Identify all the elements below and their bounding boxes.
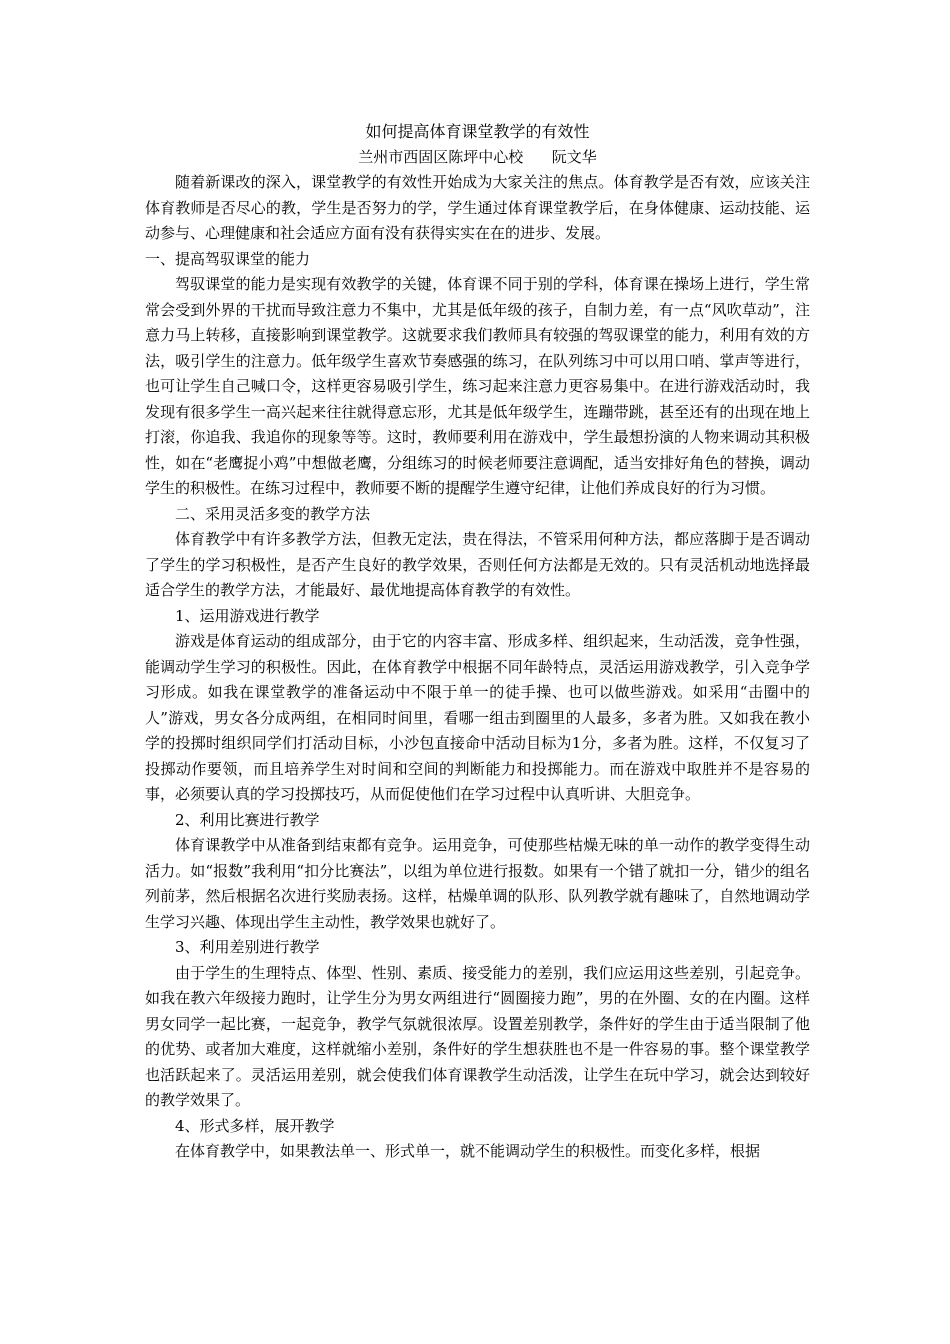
section-2-heading: 二、采用灵活多变的教学方法 [175, 504, 371, 523]
subsection-2-paragraph: 体育课教学中从准备到结束都有竞争。运用竞争，可使那些枯燥无味的单一动作的教学变得生动活力。如“报数”我利用“扣分比赛法”，以组为单位进行报数。如果有一个错了就扣一分，错少的组名列前茅，然后根据名次进行奖励表扬。这样，枯燥单调的队形、队列教学就有趣味了，自然地调动学生学习兴趣、体现出学生主动性，教学效果也就好了。 [145, 836, 810, 931]
intro-paragraph: 随着新课改的深入，课堂教学的有效性开始成为大家关注的焦点。体育教学是否有效，应该关注体育教师是否尽心的教，学生是否努力的学，学生通过体育课堂教学后，在身体健康、运动技能、运动参与、心理健康和社会适应方面有没有获得实实在在的进步、发展。 [145, 173, 810, 242]
subsection-1-paragraph: 游戏是体育运动的组成部分，由于它的内容丰富、形成多样、组织起来，生动活泼，竞争性强，能调动学生学习的积极性。因此，在体育教学中根据不同年龄特点，灵活运用游戏教学，引入竞争学习形成。如我在课堂教学的准备运动中不限于单一的徒手操、也可以做些游戏。如采用“击圈中的人”游戏，男女各分成两组，在相同时间里，看哪一组击到圈里的人最多，多者为胜。又如我在教小学的投掷时组织同学们打活动目标，小沙包直接命中活动目标为1分，多者为胜。这样，不仅复习了投掷动作要领，而且培养学生对时间和空间的判断能力和投掷能力。而在游戏中取胜并不是容易的事，必须要认真的学习投掷技巧，从而促使他们在学习过程中认真听讲、大胆竞争。 [145, 632, 810, 803]
subsection-3-paragraph: 由于学生的生理特点、体型、性别、素质、接受能力的差别，我们应运用这些差别，引起竞争。如我在教六年级接力跑时，让学生分为男女两组进行“圆圈接力跑”，男的在外圈、女的在内圈。这样男女同学一起比赛，一起竞争，教学气氛就很浓厚。设置差别教学，条件好的学生由于适当限制了他的优势、或者加大难度，这样就缩小差别，条件好的学生想获胜也不是一件容易的事。整个课堂教学也活跃起来了。灵活运用差别，就会使我们体育课教学生动活泼，让学生在玩中学习，就会达到较好的教学效果了。 [145, 963, 810, 1109]
subsection-1-heading: 1、运用游戏进行教学 [175, 606, 320, 625]
document-title: 如何提高体育课堂教学的有效性 [365, 122, 590, 141]
subsection-4-paragraph: 在体育教学中，如果教法单一、形式单一，就不能调动学生的积极性。而变化多样，根据 [175, 1142, 761, 1160]
document-body [145, 119, 810, 1165]
subsection-3-heading: 3、利用差别进行教学 [175, 938, 320, 956]
section-1-heading: 一、提高驾驭课堂的能力 [145, 249, 311, 268]
section-1-paragraph: 驾驭课堂的能力是实现有效教学的关键，体育课不同于别的学科，体育课在操场上进行，学生常常会受到外界的干扰而导致注意力不集中，尤其是低年级的孩子，自制力差，有一点“风吹草动”，注意力马上转移，直接影响到课堂教学。这就要求我们教师具有较强的驾驭课堂的能力，利用有效的方法，吸引学生的注意力。低年级学生喜欢节奏感强的练习，在队列练习中可以用口哨、掌声等进行，也可让学生自己喊口令，这样更容易吸引学生，练习起来注意力更容易集中。在进行游戏活动时，我发现有很多学生一高兴起来往往就得意忘形，尤其是低年级学生，连蹦带跳，甚至还有的出现在地上打滚，你追我、我追你的现象等等。这时，教师要利用在游戏中，学生最想扮演的人物来调动其积极性，如在“老鹰捉小鸡”中想做老鹰，分组练习的时候老师要注意调配，适当安排好角色的替换，调动学生的积极性。在练习过程中，教师要不断的提醒学生遵守纪律，让他们养成良好的行为习惯。 [145, 275, 810, 497]
author-byline: 兰州市西固区陈坪中心校 阮文华 [358, 147, 597, 166]
subsection-2-heading: 2、利用比赛进行教学 [175, 810, 320, 829]
subsection-4-heading: 4、形式多样，展开教学 [175, 1116, 335, 1135]
section-2-paragraph: 体育教学中有许多教学方法，但教无定法，贵在得法，不管采用何种方法，都应落脚于是否调动了学生的学习积极性，是否产生良好的教学效果，否则任何方法都是无效的。只有灵活机动地选择最适合学生的教学方法，才能最好、最优地提高体育教学的有效性。 [145, 530, 810, 599]
